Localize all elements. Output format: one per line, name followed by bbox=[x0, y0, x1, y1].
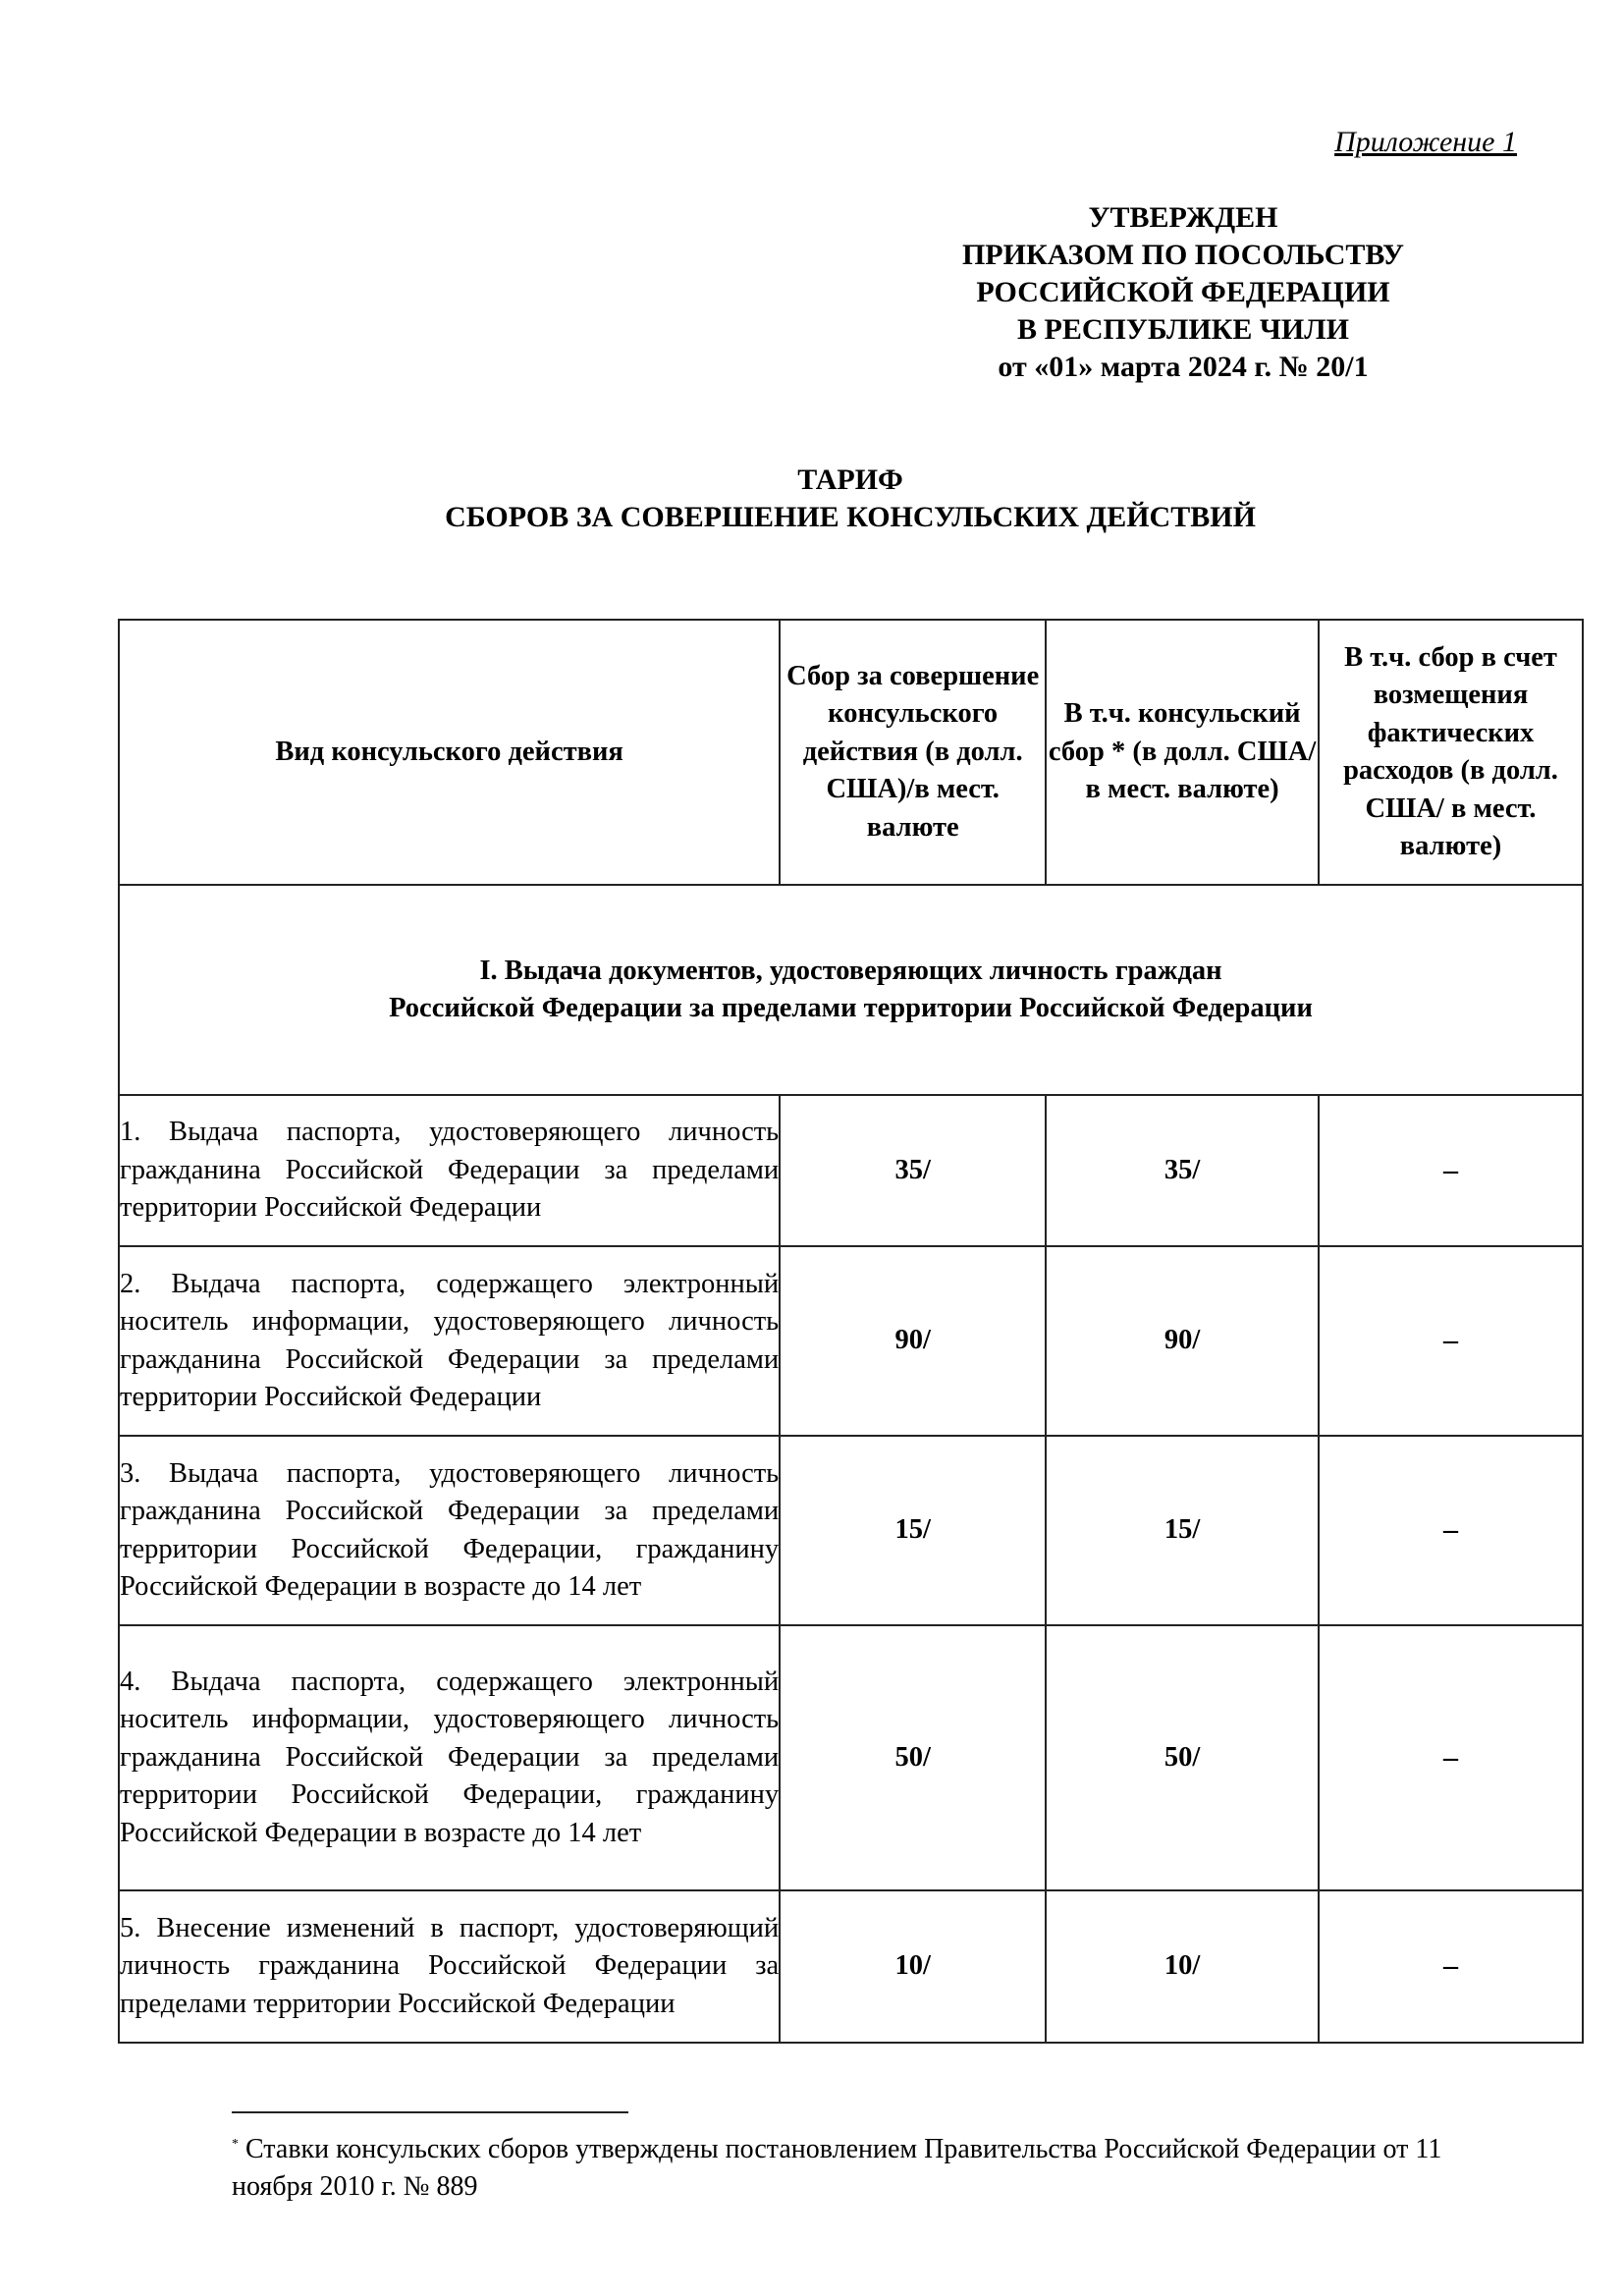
footnote-separator bbox=[232, 2111, 628, 2113]
column-header-expenses: В т.ч. сбор в счет возмещения фактических расходов (в долл. США/ в мест. валюте) bbox=[1319, 620, 1583, 885]
fee-value: 90/ bbox=[780, 1246, 1046, 1436]
document-title bbox=[118, 462, 1583, 536]
approval-line: В РЕСПУБЛИКЕ ЧИЛИ bbox=[1017, 313, 1349, 346]
section-heading bbox=[119, 885, 1583, 1095]
action-description: 4. Выдача паспорта, содержащего электронный носитель информации, удостоверяющего личность гражданина Российской Федерации за пределами территории Российской Федерации, гражданину Российской Федерации в возрасте до 14 лет bbox=[119, 1625, 780, 1890]
fee-value: 35/ bbox=[780, 1095, 1046, 1246]
table-header-row bbox=[119, 620, 1583, 885]
approval-line: ПРИКАЗОМ ПО ПОСОЛЬСТВУ bbox=[961, 239, 1405, 271]
table-row bbox=[119, 1436, 1583, 1625]
footnote bbox=[232, 2126, 1508, 2206]
action-description: 1. Выдача паспорта, удостоверяющего личность гражданина Российской Федерации за пределами территории Российской Федерации bbox=[119, 1095, 780, 1246]
column-header-action: Вид консульского действия bbox=[119, 620, 780, 885]
tariff-table bbox=[118, 619, 1584, 2044]
expenses-value: – bbox=[1319, 1625, 1583, 1890]
consular-fee-value: 15/ bbox=[1046, 1436, 1319, 1625]
expenses-value: – bbox=[1319, 1890, 1583, 2043]
appendix-label: Приложение 1 bbox=[1334, 126, 1517, 158]
title-line-1: ТАРИФ bbox=[797, 464, 903, 496]
table-row bbox=[119, 1095, 1583, 1246]
action-description: 5. Внесение изменений в паспорт, удостоверяющий личность гражданина Российской Федерации за пределами территории Российской Федерации bbox=[119, 1890, 780, 2043]
consular-fee-value: 10/ bbox=[1046, 1890, 1319, 2043]
footnote-mark: * bbox=[232, 2137, 239, 2152]
expenses-value: – bbox=[1319, 1246, 1583, 1436]
expenses-value: – bbox=[1319, 1095, 1583, 1246]
table-row bbox=[119, 1890, 1583, 2043]
action-description: 2. Выдача паспорта, содержащего электронный носитель информации, удостоверяющего личность гражданина Российской Федерации за пределами территории Российской Федерации bbox=[119, 1246, 780, 1436]
title-line-2: СБОРОВ ЗА СОВЕРШЕНИЕ КОНСУЛЬСКИХ ДЕЙСТВИЙ bbox=[445, 501, 1256, 533]
expenses-value: – bbox=[1319, 1436, 1583, 1625]
consular-fee-value: 50/ bbox=[1046, 1625, 1319, 1890]
approval-line: УТВЕРЖДЕН bbox=[1088, 201, 1278, 234]
footnote-text: Ставки консульских сборов утверждены постановлением Правительства Российской Федерации от 11 ноября 2010 г. № 889 bbox=[232, 2134, 1442, 2202]
approval-line: РОССИЙСКОЙ ФЕДЕРАЦИИ bbox=[976, 276, 1390, 308]
table-row bbox=[119, 1625, 1583, 1890]
column-header-fee: Сбор за совершение консульского действия (в долл. США)/в мест. валюте bbox=[780, 620, 1046, 885]
approval-block bbox=[923, 199, 1443, 386]
approval-date: от «01» марта 2024 г. № 20/1 bbox=[998, 351, 1369, 383]
table-row bbox=[119, 1246, 1583, 1436]
fee-value: 15/ bbox=[780, 1436, 1046, 1625]
consular-fee-value: 35/ bbox=[1046, 1095, 1319, 1246]
section-heading-line-2: Российской Федерации за пределами территории Российской Федерации bbox=[389, 993, 1313, 1023]
action-description: 3. Выдача паспорта, удостоверяющего личность гражданина Российской Федерации за пределами территории Российской Федерации, гражданину Российской Федерации в возрасте до 14 лет bbox=[119, 1436, 780, 1625]
fee-value: 10/ bbox=[780, 1890, 1046, 2043]
section-heading-line-1: I. Выдача документов, удостоверяющих личность граждан bbox=[479, 955, 1222, 986]
fee-value: 50/ bbox=[780, 1625, 1046, 1890]
section-row bbox=[119, 885, 1583, 1095]
column-header-consular-fee: В т.ч. консульский сбор * (в долл. США/ в мест. валюте) bbox=[1046, 620, 1319, 885]
consular-fee-value: 90/ bbox=[1046, 1246, 1319, 1436]
